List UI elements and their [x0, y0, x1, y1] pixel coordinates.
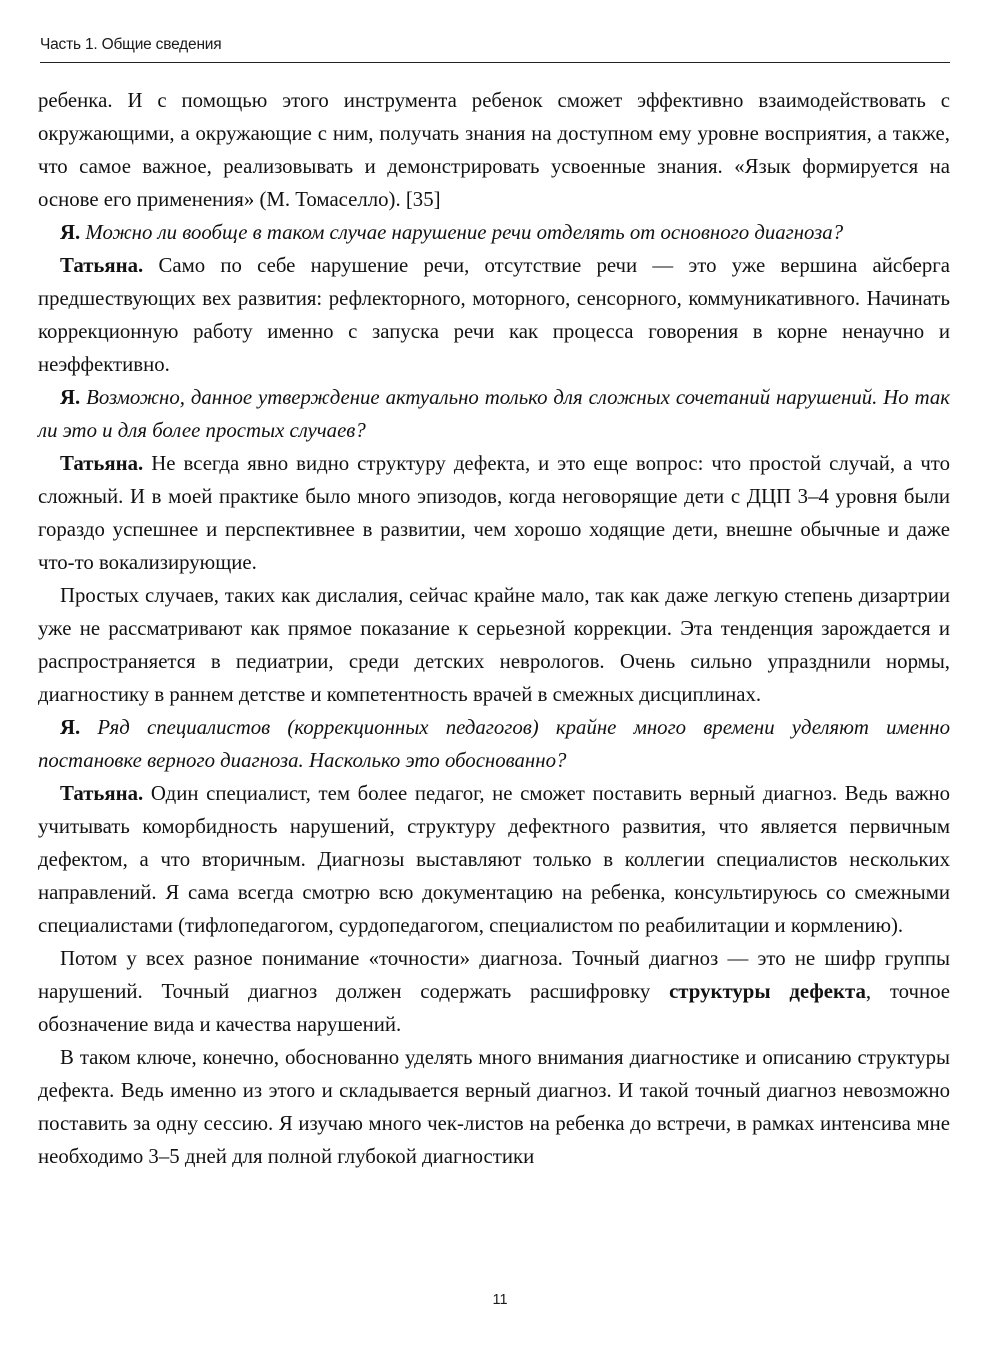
emphasis-defect-structure: структуры дефекта	[669, 980, 866, 1003]
answer-1	[38, 249, 950, 381]
header-rule	[40, 62, 950, 63]
answer-1-text: Само по себе нарушение речи, отсутствие речи — это уже вершина айсберга предшествующих вех развития: рефлекторного, моторного, сенсорного, коммуникативного. Начинать коррекционную работу именно с запуска речи как процесса говорения в корне ненаучно и неэффективно.	[38, 254, 950, 376]
answer-3-text: Один специалист, тем более педагог, не сможет поставить верный диагноз. Ведь важно учитывать коморбидность нарушений, структуру дефектного развития, что является первичным дефектом, а что вторичным. Диагнозы выставляют только в коллегии специалистов нескольких направлений. Я сама всегда смотрю всю документацию на ребенка, консультируюсь со смежными специалистами (тифлопедагогом, сурдопедагогом, специалистом по реабилитации и кормлению).	[38, 782, 950, 937]
paragraph-simple-cases: Простых случаев, таких как дислалия, сейчас крайне мало, так как даже легкую степень дизартрии уже не рассматривают как прямое показание к серьезной коррекции. Эта тенденция зарождается и распространяется в педиатрии, среди детских неврологов. Очень сильно упразднили нормы, диагностику в раннем детстве и компетентность врачей в смежных дисциплинах.	[38, 584, 950, 706]
answer-3-speaker: Татьяна.	[60, 782, 144, 805]
answer-3	[38, 777, 950, 942]
paragraph-continuation: ребенка. И с помощью этого инструмента ребенок сможет эффективно взаимодействовать с окружающими, а окружающие с ним, получать знания на доступном ему уровне восприятия, а также, что самое важное, реализовывать и демонстрировать усвоенные знания. «Язык формируется на основе его применения» (М. Томаселло). [35]	[38, 89, 950, 211]
page-number: 11	[492, 1292, 508, 1308]
paragraph-diagnosis-accuracy-start: Потом у всех разное понимание «точности» диагноза. Точный диагноз — это не шифр группы нарушений. Точный диагноз должен содержать расшифровку	[38, 947, 950, 1003]
answer-1-speaker: Татьяна.	[60, 254, 144, 277]
answer-2-speaker: Татьяна.	[60, 452, 144, 475]
question-2-speaker: Я.	[60, 386, 81, 409]
running-head: Часть 1. Общие сведения	[40, 36, 222, 53]
answer-2-text: Не всегда явно видно структуру дефекта, и это еще вопрос: что простой случай, а что сложный. И в моей практике было много эпизодов, когда неговорящие дети с ДЦП 3–4 уровня были гораздо успешнее и перспективнее в развитии, чем хорошо ходящие дети, внешне обычные и даже что-то вокализирующие.	[38, 452, 951, 574]
question-1-text: Можно ли вообще в таком случае нарушение речи отделять от основного диагноза?	[85, 221, 844, 244]
question-1	[38, 216, 950, 249]
question-2	[38, 381, 950, 447]
question-1-speaker: Я.	[60, 221, 81, 244]
page-body	[38, 84, 950, 1173]
answer-2	[38, 447, 950, 579]
question-3-text: Ряд специалистов (коррекционных педагогов) крайне много времени уделяют именно постановке верного диагноза. Насколько это обоснованно?	[38, 716, 951, 772]
paragraph-diagnosis-accuracy-end: , точное обозначение вида и качества нарушений.	[38, 980, 950, 1036]
question-3-speaker: Я.	[60, 716, 81, 739]
question-3	[38, 711, 950, 777]
paragraph-diagnostics: В таком ключе, конечно, обоснованно уделять много внимания диагностике и описанию структуры дефекта. Ведь именно из этого и складывается верный диагноз. И такой точный диагноз невозможно поставить за одну сессию. Я изучаю много чек-листов на ребенка до встречи, в рамках интенсива мне необходимо 3–5 дней для полной глубокой диагностики	[38, 1046, 950, 1168]
question-2-text: Возможно, данное утверждение актуально только для сложных сочетаний нарушений. Но так ли это и для более простых случаев?	[38, 386, 950, 442]
paragraph-diagnosis-accuracy	[38, 942, 950, 1041]
